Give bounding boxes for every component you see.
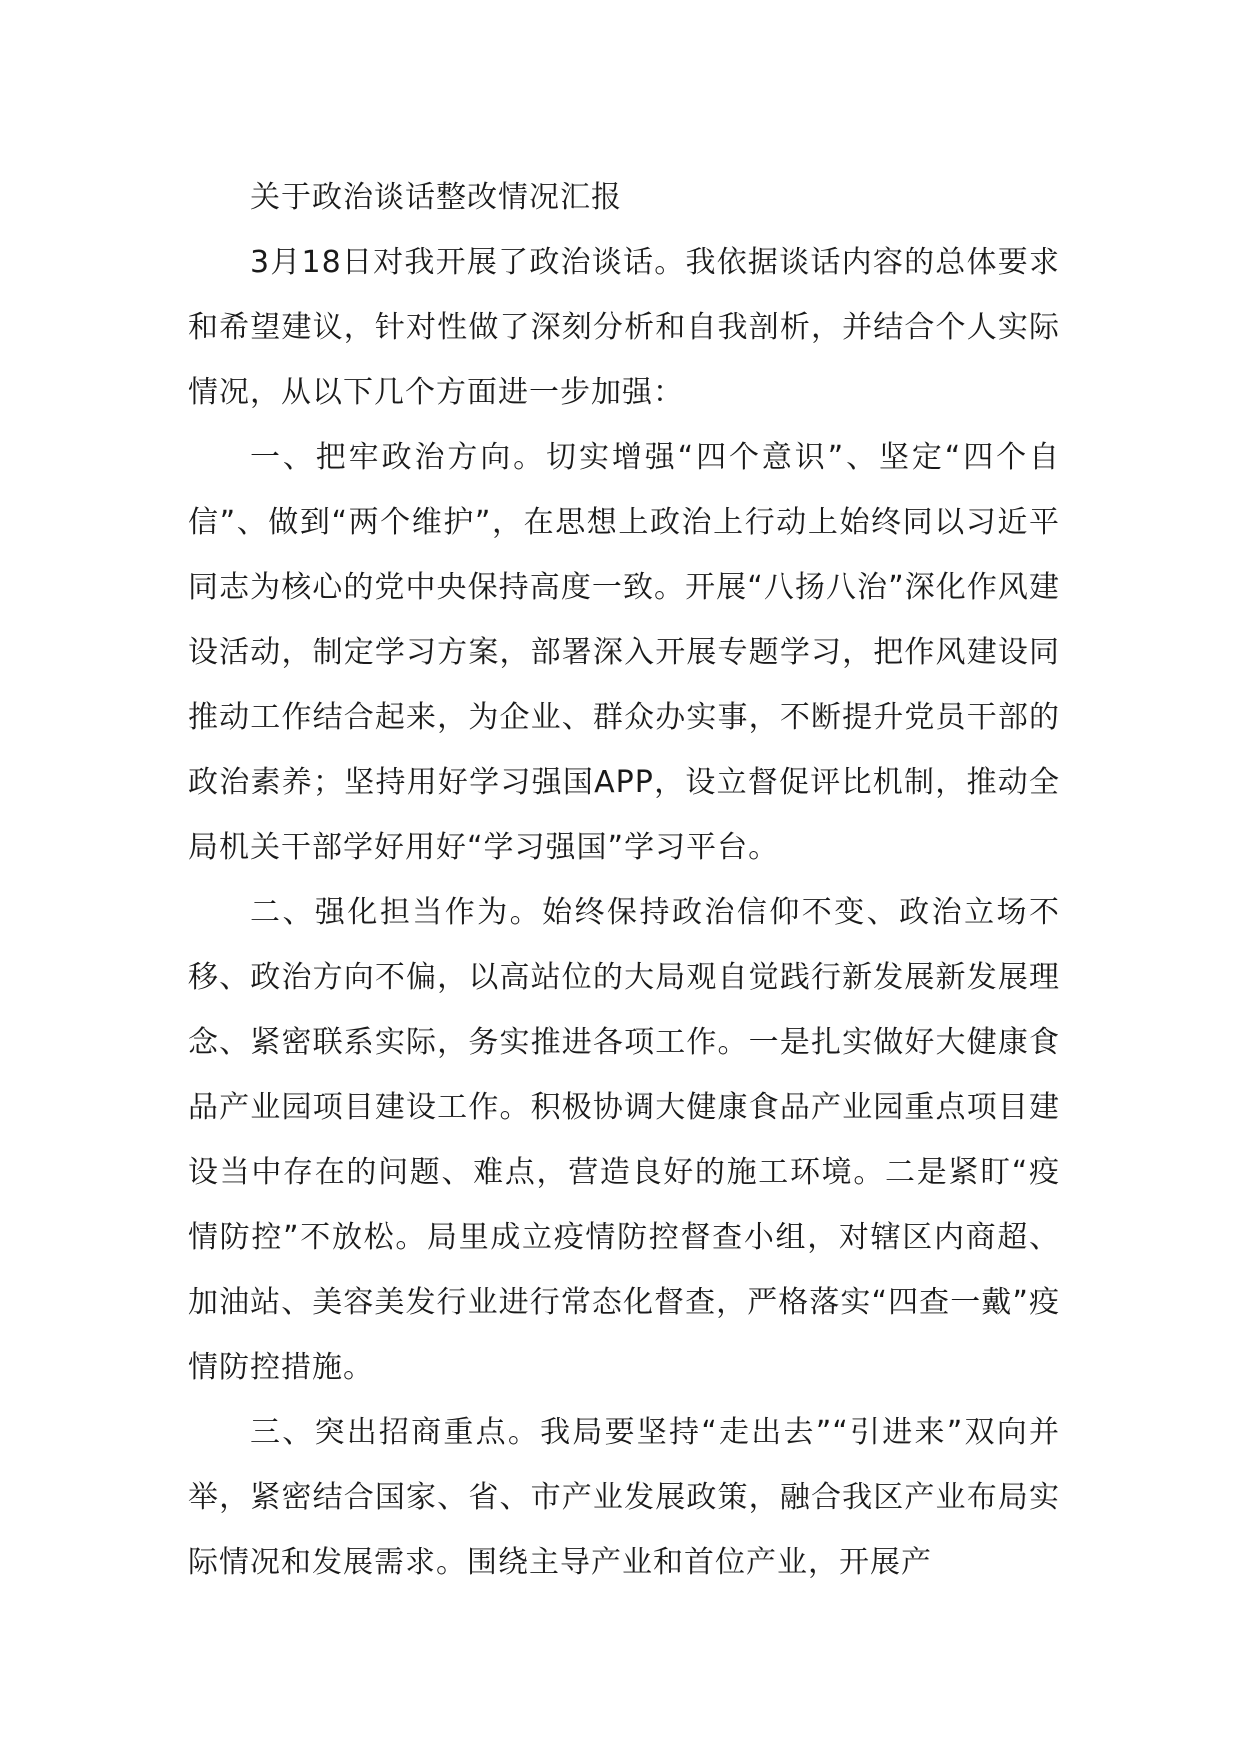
paragraph-responsibility: 二、强化担当作为。始终保持政治信仰不变、政治立场不移、政治方向不偏，以高站位的大局观自觉践行新发展新发展理念、紧密联系实际，务实推进各项工作。一是扎实做好大健康食品产业园项目建设工作。积极协调大健康食品产业园重点项目建设当中存在的问题、难点，营造良好的施工环境。二是紧盯“疫情防控”不放松。局里成立疫情防控督查小组，对辖区内商超、加油站、美容美发行业进行常态化督查，严格落实“四查一戴”疫情防控措施。: [188, 895, 1060, 1385]
paragraph-intro: 3月18日对我开展了政治谈话。我依据谈话内容的总体要求和希望建议，针对性做了深刻分析和自我剖析，并结合个人实际情况，从以下几个方面进一步加强：: [188, 245, 1060, 410]
document-body: [188, 165, 1060, 1595]
paragraph-investment: 三、突出招商重点。我局要坚持“走出去”“引进来”双向并举，紧密结合国家、省、市产业发展政策，融合我区产业布局实际情况和发展需求。围绕主导产业和首位产业，开展产: [188, 1415, 1060, 1580]
paragraph-political-direction: 一、把牢政治方向。切实增强“四个意识”、坚定“四个自信”、做到“两个维护”，在思想上政治上行动上始终同以习近平同志为核心的党中央保持高度一致。开展“八扬八治”深化作风建设活动，制定学习方案，部署深入开展专题学习，把作风建设同推动工作结合起来，为企业、群众办实事，不断提升党员干部的政治素养；坚持用好学习强国APP，设立督促评比机制，推动全局机关干部学好用好“学习强国”学习平台。: [188, 440, 1060, 865]
document-title: 关于政治谈话整改情况汇报: [250, 180, 622, 215]
